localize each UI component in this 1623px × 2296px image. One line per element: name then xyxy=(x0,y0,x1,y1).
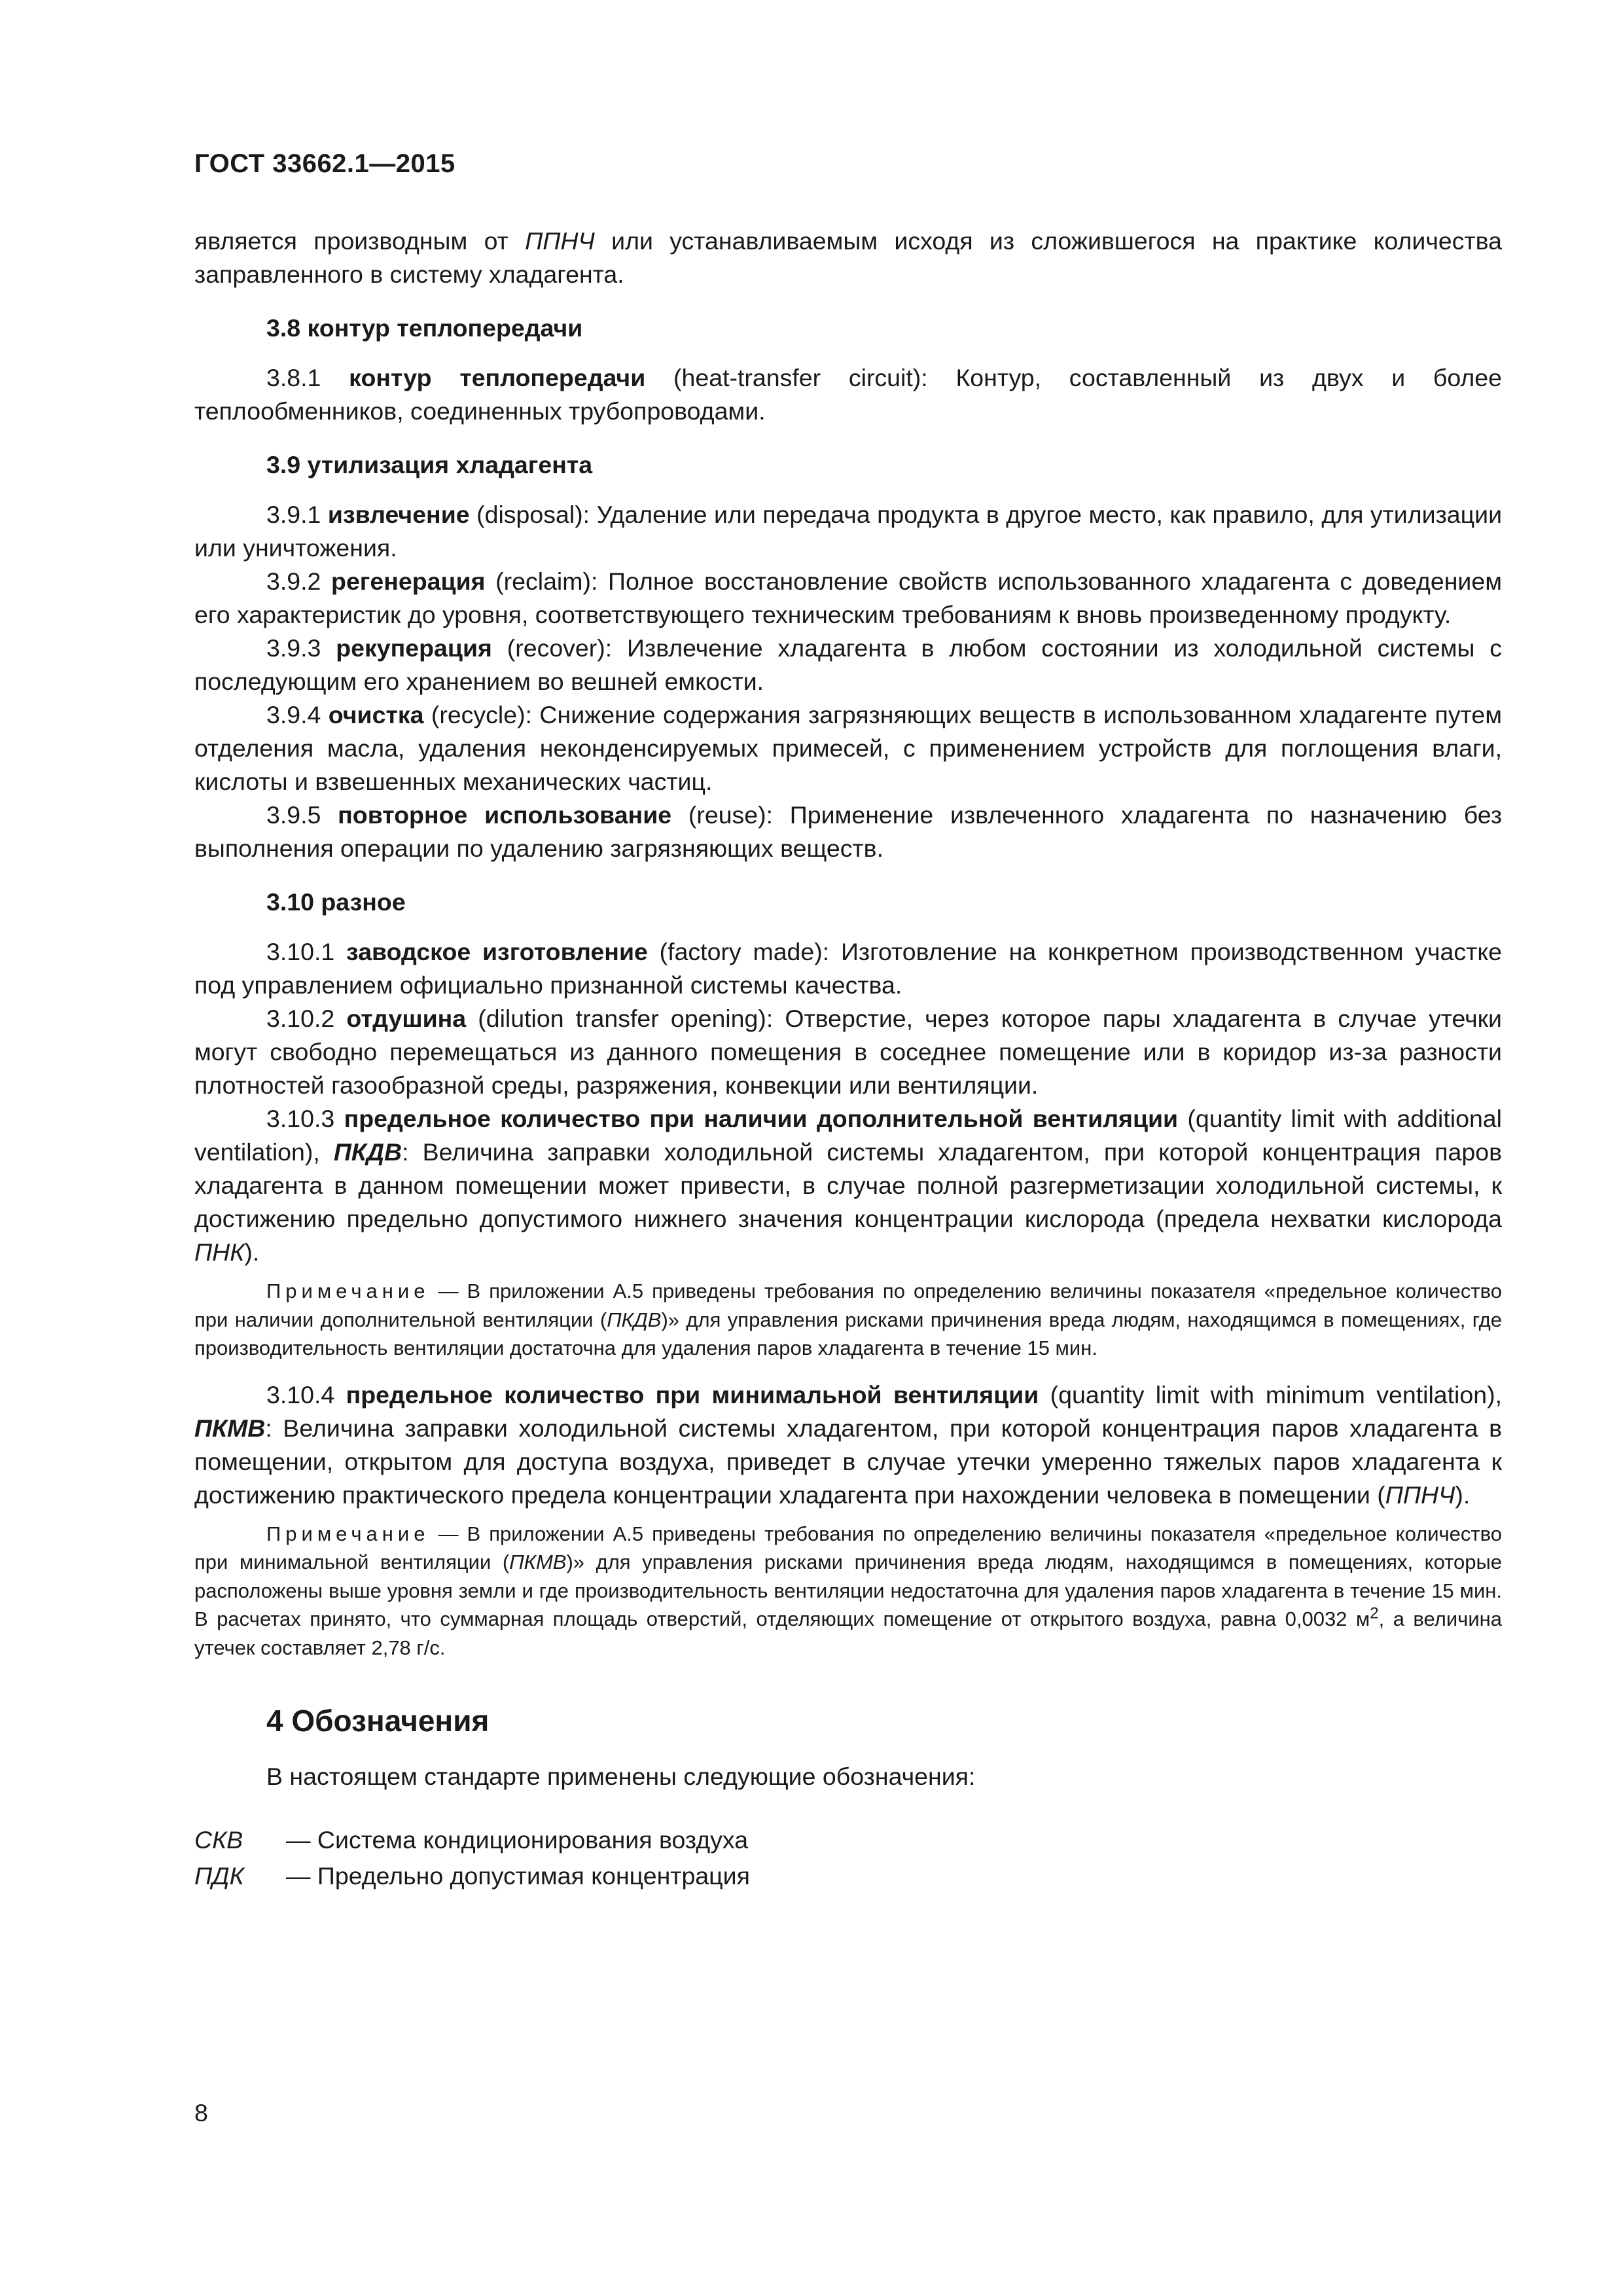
term-3-9-4: 3.9.4 очистка (recycle): Снижение содержания загрязняющих веществ в использованном хладагенте путем отделения масла, удаления неконденсируемых примесей, с применением устройств для поглощения влаги, кислоты и взвешенных механических частиц. xyxy=(194,701,1502,795)
symbol-row xyxy=(194,1822,1502,1858)
abbr-ppnch: ППНЧ xyxy=(525,227,595,255)
term-3-9-5: 3.9.5 повторное использование (reuse): Применение извлеченного хладагента по назначению без выполнения операции по удалению загрязняющих веществ. xyxy=(194,801,1503,862)
page-content xyxy=(194,224,1502,1894)
term-3-10-2: 3.10.2 отдушина (dilution transfer opening): Отверстие, через которое пары хладагента в случае утечки могут свободно перемещаться из данного помещения в соседнее помещение или в коридор из-за разности плотностей газообразной среды, разряжения, конвекции или вентиляции. xyxy=(194,1005,1502,1099)
page-number: 8 xyxy=(194,2099,208,2126)
symbol-definition: — Система кондиционирования воздуха xyxy=(286,1826,749,1854)
symbol-row xyxy=(194,1858,1502,1894)
abbr-pkdv: ПКДВ xyxy=(333,1138,402,1166)
section-3-8-heading: 3.8 контур теплопередачи xyxy=(266,314,583,342)
term-3-10-4: 3.10.4 предельное количество при минимальной вентиляции (quantity limit with minimum ventilation), ПКМВ: Величина заправки холодильной системы хладагентом, при которой концентрация паров хладагента в помещении, открытом для доступа воздуха, приведет в случае утечки умеренно тяжелых паров хладагента к достижению практического предела концентрации хладагента при нахождении человека в помещении (ППНЧ). xyxy=(194,1380,1503,1509)
symbol-abbr: СКВ xyxy=(194,1826,243,1854)
term-3-9-2: 3.9.2 регенерация (reclaim): Полное восстановление свойств использованного хладагента с доведением его характеристик до уровня, соответствующего техническим требованиям к вновь произведенному продукту. xyxy=(194,567,1502,628)
document-header: ГОСТ 33662.1—2015 xyxy=(194,149,455,178)
term-3-8-1: 3.8.1 контур теплопередачи (heat-transfer circuit): Контур, составленный из двух и более теплообменников, соединенных трубопроводами. xyxy=(194,364,1503,425)
term-3-10-3: 3.10.3 предельное количество при наличии дополнительной вентиляции (quantity limit with additional ventilation), ПКДВ: Величина заправки холодильной системы хладагентом, при которой концентрация паров хладагента в данном помещении может привести, в случае полной разгерметизации холодильной системы, к достижению предельно допустимого нижнего значения концентрации кислорода (предела нехватки кислорода ПНК). xyxy=(194,1105,1502,1266)
symbol-abbr: ПДК xyxy=(194,1862,244,1890)
section-4-heading: 4 Обозначения xyxy=(266,1704,490,1738)
term-3-9-3: 3.9.3 рекуперация (recover): Извлечение хладагента в любом состоянии из холодильной системы с последующим его хранением во вешней емкости. xyxy=(194,634,1503,695)
note-pkmv: Примечание — В приложении А.5 приведены требования по определению величины показателя «предельное количество при минимальной вентиляции (ПКМВ)» для управления рисками причинения вреда людям, находящимся в помещениях, которые расположены выше уровня земли и где производительность вентиляции недостаточна для удаления паров хладагента в течение 15 мин. В расчетах принято, что суммарная площадь отверстий, отделяющих помещение от открытого воздуха, равна 0,0032 $м^2$, а величина утечек составляет 2,78 г/с. xyxy=(194,1522,1502,1659)
note-pkdv: Примечание — В приложении А.5 приведены требования по определению величины показателя «предельное количество при наличии дополнительной вентиляции (ПКДВ)» для управления рисками причинения вреда людям, находящимся в помещениях, где производительность вентиляции достаточна для удаления паров хладагента в течение 15 мин. xyxy=(194,1280,1502,1359)
term-3-9-1: 3.9.1 извлечение (disposal): Удаление или передача продукта в другое место, как правило, для утилизации или уничтожения. xyxy=(194,501,1503,562)
section-3-10-heading: 3.10 разное xyxy=(266,888,406,916)
term-3-10-1: 3.10.1 заводское изготовление (factory made): Изготовление на конкретном производственном участке под управлением официально признанной системы качества. xyxy=(194,938,1503,999)
continuation-paragraph: является производным от ППНЧ или устанавливаемым исходя из сложившегося на практике количества заправленного в систему хладагента. xyxy=(194,227,1502,288)
symbol-definition: — Предельно допустимая концентрация xyxy=(286,1862,750,1890)
abbr-pkmv: ПКМВ xyxy=(194,1414,266,1442)
section-4-intro: В настоящем стандарте применены следующие обозначения: xyxy=(266,1763,976,1790)
section-3-9-heading: 3.9 утилизация хладагента xyxy=(266,451,593,478)
